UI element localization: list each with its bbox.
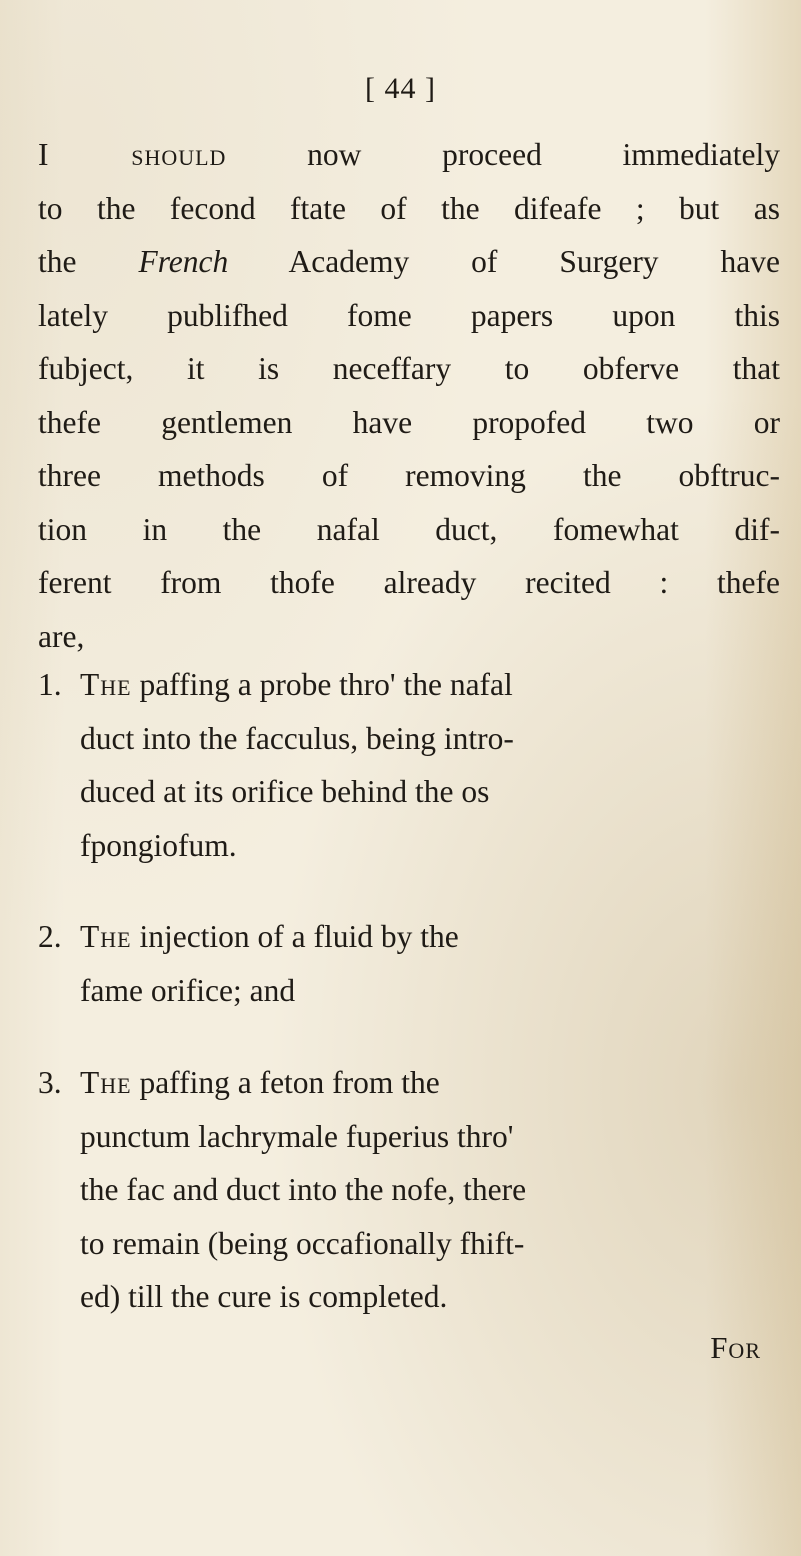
line-text: injection of a fluid by the <box>131 919 459 954</box>
line-text: now proceed immediately <box>226 137 780 172</box>
catchword: For <box>710 1330 761 1365</box>
paragraph-line: three methods of removing the obftruc- <box>38 458 780 493</box>
paragraph-line: ferent from thofe already recited : thefe <box>38 565 780 600</box>
page-number: [ 44 ] <box>365 72 436 105</box>
paragraph-line: are, <box>38 618 85 654</box>
item-number: 1. <box>38 667 62 702</box>
paragraph-line <box>38 235 780 289</box>
list-item <box>38 658 780 872</box>
list-item <box>38 910 780 1017</box>
list-item <box>38 1056 780 1324</box>
item-number: 2. <box>38 919 62 954</box>
lead-words: The <box>80 919 132 954</box>
list-line <box>38 910 780 964</box>
list-line: duct into the facculus, being intro- <box>80 720 514 756</box>
list-line: ed) till the cure is completed. <box>80 1279 448 1314</box>
paragraph-line <box>38 128 780 182</box>
list-line <box>38 658 780 712</box>
line-text: Academy of Surgery have <box>228 244 780 279</box>
item-number: 3. <box>38 1065 62 1100</box>
list-line: fpongiofum. <box>80 827 237 863</box>
paragraph-line: to the fecond ftate of the difeafe ; but as <box>38 190 780 226</box>
line-text: paffing a probe thro' the nafal <box>131 667 513 702</box>
lead-words: The <box>80 1065 132 1100</box>
lead-words: I should <box>38 137 227 172</box>
line-text: paffing a feton from the <box>131 1065 440 1100</box>
lead-words: The <box>80 667 132 702</box>
list-line: to remain (being occafionally fhift- <box>80 1225 525 1261</box>
list-line: duced at its orifice behind the os <box>80 774 490 809</box>
list-line <box>38 1056 780 1110</box>
list-line: fame orifice; and <box>80 972 296 1008</box>
paragraph-line: lately publifhed fome papers upon this <box>38 297 780 333</box>
paragraph-line: fubject, it is neceffary to obferve that <box>38 351 780 386</box>
list-line: punctum lachrymale fuperius thro' <box>80 1118 514 1154</box>
paragraph-line: tion in the nafal duct, fomewhat dif- <box>38 511 780 547</box>
paragraph-line: thefe gentlemen have propofed two or <box>38 404 780 440</box>
list-line: the fac and duct into the nofe, there <box>80 1172 527 1207</box>
line-text: the <box>38 244 139 279</box>
intro-paragraph <box>38 128 780 663</box>
italic-word: French <box>138 244 229 279</box>
